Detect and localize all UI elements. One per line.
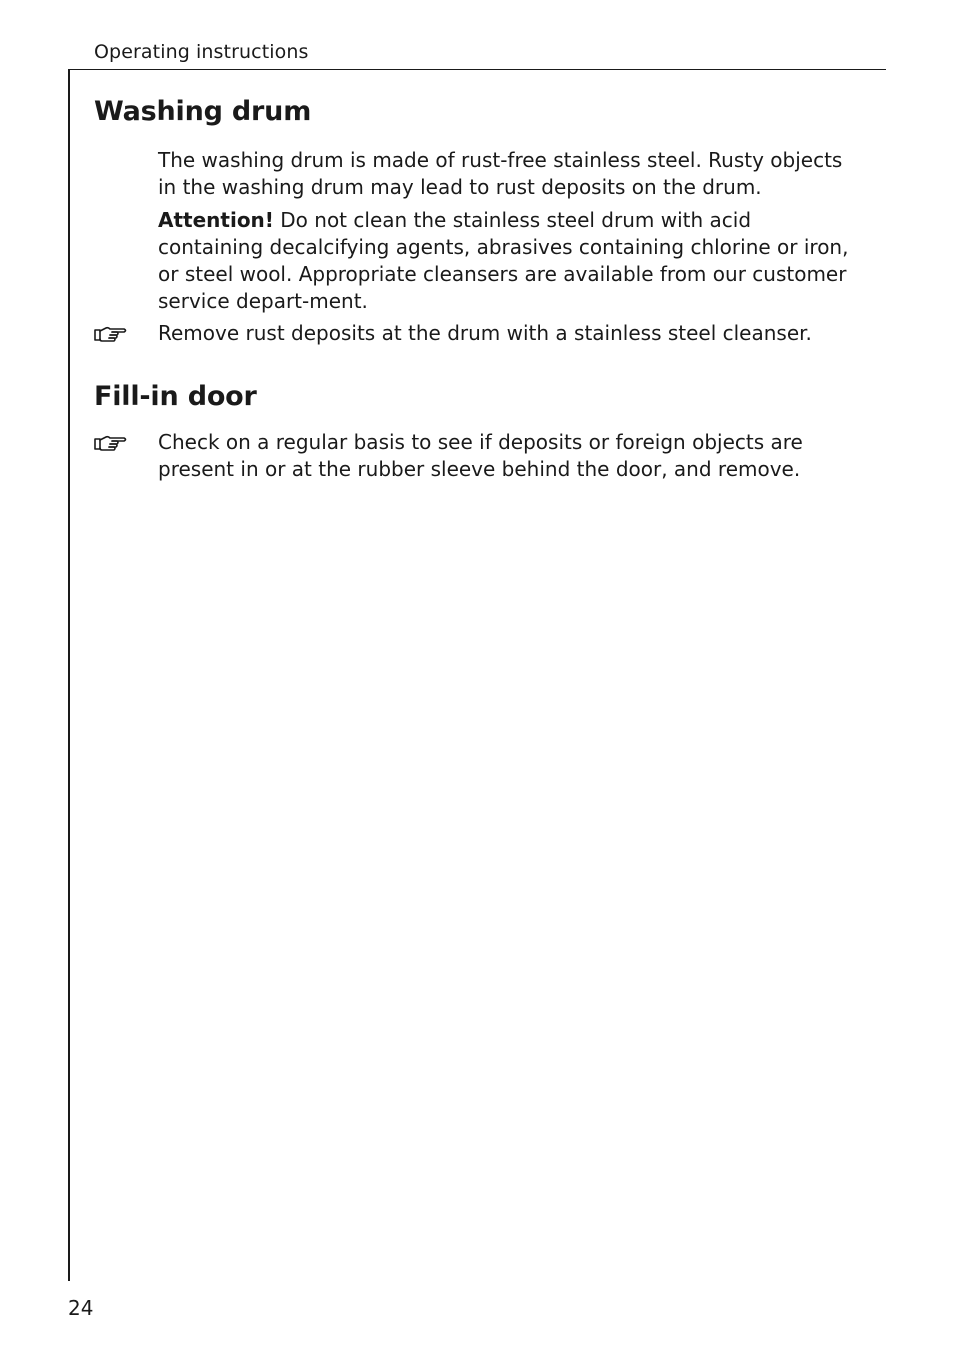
section-heading-washing-drum: Washing drum	[94, 96, 312, 127]
instruction-check-rubber-sleeve: Check on a regular basis to see if deposits or foreign objects are present in or at the rubber sleeve behind the door, and remove.	[158, 430, 803, 481]
running-header: Operating instructions	[94, 41, 309, 63]
page-number: 24	[68, 1296, 94, 1320]
pointing-hand-icon	[94, 324, 128, 344]
instruction-remove-rust: Remove rust deposits at the drum with a stainless steel cleanser.	[158, 321, 812, 345]
attention-paragraph	[158, 207, 858, 315]
attention-label: Attention!	[158, 208, 274, 232]
attention-text: Do not clean the stainless steel drum with acid containing decalcifying agents, abrasives containing chlorine or iron, or steel wool. Appropriate cleansers are available from our customer service depart-ment.	[158, 208, 849, 313]
margin-rule	[68, 69, 70, 1281]
section-heading-fill-in-door: Fill-in door	[94, 381, 257, 412]
header-rule	[68, 69, 886, 70]
washing-drum-paragraph: The washing drum is made of rust-free stainless steel. Rusty objects in the washing drum may lead to rust deposits on the drum.	[158, 148, 843, 199]
pointing-hand-icon	[94, 433, 128, 453]
